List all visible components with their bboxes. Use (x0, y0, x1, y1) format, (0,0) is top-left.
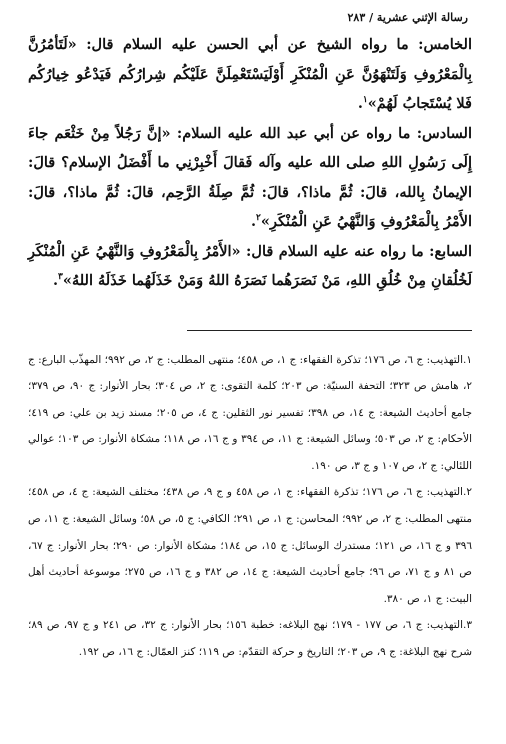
running-header: رسالة الإثني عشرية / ٢٨٣ (347, 11, 468, 24)
paragraph-label: السابع: (429, 242, 472, 260)
paragraph-fifth (28, 30, 472, 119)
footnote-3: ٣.التهذيب: ج ٦، ص ١٧٧ - ١٧٩؛ نهج البلاغه: خطبة ١٥٦؛ بحار الأنوار: ج ٣٢، ص ٢٤١ و ج ٩٧، ص ٨٩؛ شرح نهج البلاغة: ج ٩، ص ٢٠٣؛ التاريخ و حركة التقدّم: ص ١١٩؛ كنز العمّال: ج ١٦، ص ١٩٢. (28, 619, 473, 659)
footnote-ref[interactable]: ٣ (58, 272, 63, 283)
paragraph-seventh (28, 237, 472, 296)
hadith-quote: «لَتَأمُرُنَّ بِالْمَعْرُوفِ وَلَتَنْهَوُنَّ عَنِ الْمُنْكَرِ أَوْلَيَسْتَعْمِلَنَّ عَلَيْكُم شِرارُكُم فَيَدْعُو خِيارُكُم فَلا يُسْتَجابُ لَهُمْ» (28, 36, 472, 112)
footnotes (28, 347, 472, 666)
paragraph-label: الخامس: (418, 36, 472, 53)
footnote-ref[interactable]: ٢ (256, 213, 261, 224)
main-text (28, 30, 472, 296)
paragraph-intro: ما رواه عن أبي عبد الله عليه السلام: (170, 124, 417, 142)
paragraph-end: . (250, 213, 257, 230)
hadith-quote: «إنَّ رَجُلاً مِنْ خَثْعَم جاءَ إِلَى رَسُولِ اللهِ صلى الله عليه وآله فَقالَ أَخْبِرْنِي ما أَفْضَلُ الإسلام؟ قالَ: الإيمانُ بِالله، قالَ: ثُمَّ ماذا؟، قالَ: ثُمَّ صِلَةُ الرَّحِم، قالَ: ثُمَّ ماذا؟، قالَ: الأَمْرُ بِالْمَعْرُوفِ وَالنَّهْيُ عَنِ الْمُنْكَرِ» (28, 124, 472, 230)
footnote-2: ٢.التهذيب: ج ٦، ص ١٧٦؛ تذكرة الفقهاء: ج ١، ص ٤٥٨ و ج ٩، ص ٤٣٨؛ مختلف الشيعة: ج ٤، ص ٤٥٨؛ منتهى المطلب: ج ٢، ص ٩٩٢؛ المحاسن: ج ١، ص ٢٩١؛ الكافي: ج ٥، ص ٥٨؛ وسائل الشيعة: ج ١١، ص ٣٩٦ و ج ١٦، ص ١٢١؛ مستدرك الوسائل: ج ١٥، ص ١٨٤؛ مشكاة الأنوار: ص ٢٩٠؛ بحار الأنوار: ج ٦٧، ص ٨١ و ج ٧١، ص ٩٦؛ جامع أحاديث الشيعة: ج ١٤، ص ٣٨٢ و ج ١٦، ص ٢٧٥؛ موسوعة أحاديث أهل البيت: ج ١، ص ٣٨٠. (28, 486, 473, 605)
paragraph-end: . (52, 272, 59, 289)
paragraph-intro: ما رواه الشيخ عن أبي الحسن عليه السلام قال: (76, 36, 419, 53)
footnote-1: ١.التهذيب: ج ٦، ص ١٧٦؛ تذكرة الفقهاء: ج ١، ص ٤٥٨؛ منتهى المطلب: ج ٢، ص ٩٩٢؛ المهذّب البارع: ج ٢، هامش ص ٣٢٣؛ التحفة السنيّة: ص ٢٠٣؛ كلمة التقوى: ج ٢، ص ٣٠٤؛ بحار الأنوار: ج ٩٠، ص ٣٧٩؛ جامع أحاديث الشيعة: ج ١٤، ص ٣٩٨؛ تفسير نور الثقلين: ج ٤، ص ٢٠٥؛ مسند زيد بن علي: ص ٤١٩؛ الأحكام: ج ٢، ص ٥٠٣؛ وسائل الشيعة: ج ١١، ص ٣٩٤ و ج ١٦، ص ١١٨؛ مشكاة الأنوار: ص ١٠٣؛ عوالي اللئالي: ج ٢، ص ١٠٧ و ج ٣، ص ١٩٠. (28, 353, 473, 472)
paragraph-label: السادس: (416, 124, 472, 142)
footnote-separator (187, 330, 472, 331)
hadith-quote: «الأَمْرُ بِالْمَعْرُوفِ وَالنَّهْيُ عَنِ الْمُنْكَرِ لَخُلُقانِ مِنْ خُلُقِ اللهِ، مَنْ نَصَرَهُما نَصَرَهُ اللهُ وَمَنْ خَذَلَهُما خَذَلَهُ اللهُ» (28, 242, 472, 289)
paragraph-end: . (357, 95, 363, 112)
footnote-ref[interactable]: ١ (362, 95, 368, 106)
paragraph-intro: ما رواه عنه عليه السلام قال: (240, 242, 430, 260)
paragraph-sixth (28, 119, 472, 237)
